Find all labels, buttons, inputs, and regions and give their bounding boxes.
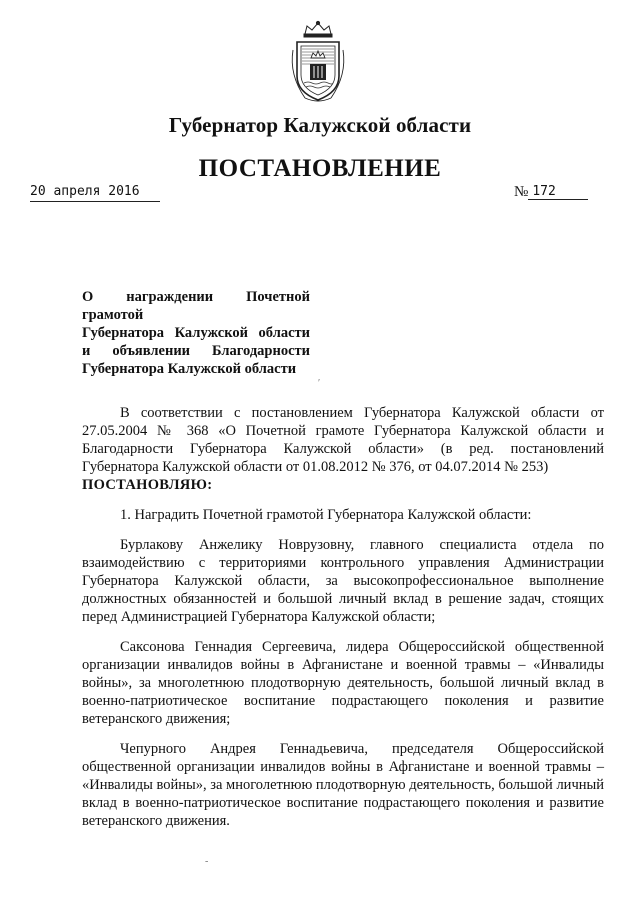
subject-line: Губернатора Калужской области [82,361,297,377]
preamble-paragraph: В соответствии с постановлением Губернатора Калужской области от 27.05.2004 № 368 «О Почетной грамоте Губернатора Калужской области и Благодарности Губернатора Калужской области» (в ред. постановлений Губернатора Калужской области от 01.08.2012 № 376, от 04.07.2014 № 253) [82,405,604,475]
authority-title: Губернатор Калужской области [168,113,472,137]
document-body [82,404,604,830]
award-item-1: 1. Наградить Почетной грамотой Губернатора Калужской области: [120,507,532,523]
awardee-paragraph: Чепурного Андрея Геннадьевича, председателя Общероссийской общественной организации инвалидов войны в Афганистане и военной травмы – «Инвалиды войны», за многолетнюю плодотворную деятельность, большой личный вклад в военно-патриотическое воспитание подрастающего поколения и развитие ветеранского движения. [82,741,604,829]
number-sign: № [514,184,529,200]
subject-line: О награждении Почетной грамотой [82,289,310,323]
awardee-paragraph: Саксонова Геннадия Сергеевича, лидера Общероссийской общественной организации инвалидов войны в Афганистане и военной травмы – «Инвалиды войны», за многолетнюю плодотворную деятельность, большой личный вклад в военно-патриотическое воспитание подрастающего поколения и развитие ветеранского движения; [82,639,604,727]
document-type-heading: ПОСТАНОВЛЕНИЕ [198,155,442,182]
kaluga-coat-of-arms-icon [283,20,353,106]
scan-speck: - [205,856,209,867]
subject-line: Губернатора Калужской области [82,325,310,341]
number-value: 172 [528,183,588,200]
subject-block [82,288,310,378]
awardee-paragraph: Бурлакову Анжелику Новрузовну, главного специалиста отдела по взаимодействию с территориями контрольного управления Администрации Губернатора Калужской области, за высокопрофессиональное выполнение должностных обязанностей и большой личный вклад в решение задач, стоящих перед Администрацией Губернатора Калужской области; [82,537,604,625]
subject-line: и объявлении Благодарности [82,343,310,359]
decree-word: ПОСТАНОВЛЯЮ: [82,477,213,493]
document-date: 20 апреля 2016 [30,183,160,202]
scan-speck: ′ [318,378,321,389]
document-number [514,183,588,201]
